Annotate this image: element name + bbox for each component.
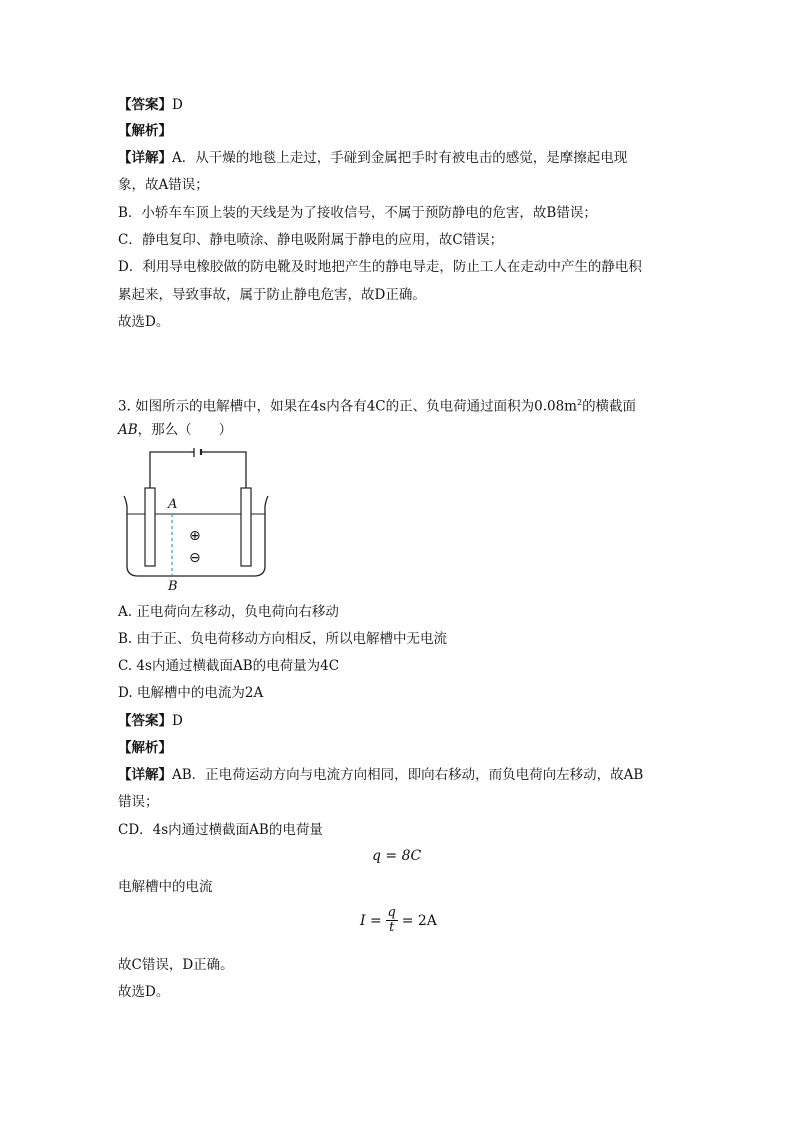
stem-rest: ，那么（ ） xyxy=(137,422,233,438)
formula-i-rhs: = 2A xyxy=(401,912,437,929)
detail2-line-2: 错误； xyxy=(118,794,159,810)
option-b: B. 由于正、负电荷移动方向相反，所以电解槽中无电流 xyxy=(118,631,448,647)
detail2-line-1 xyxy=(118,765,643,785)
answer-value-2: D xyxy=(172,713,183,729)
fraction-numerator: q xyxy=(387,905,396,920)
cd-line: CD．4s内通过横截面AB的电荷量 xyxy=(118,822,323,838)
stem-ab: AB xyxy=(118,422,138,438)
label-a: A xyxy=(168,497,178,512)
detail-text: A．从干燥的地毯上走过，手碰到金属把手时有被电击的感觉，是摩擦起电现 xyxy=(172,150,628,166)
detail-tag-2: 【详解】 xyxy=(118,767,172,783)
negative-charge-icon: ⊖ xyxy=(189,550,201,566)
answer-tag-2: 【答案】 xyxy=(118,713,172,729)
answer-line-1 xyxy=(118,95,183,115)
analysis-tag: 【解析】 xyxy=(118,123,172,139)
current-line: 电解槽中的电流 xyxy=(118,879,213,895)
stem-sup: 2 xyxy=(576,398,583,407)
battery-gap xyxy=(190,448,208,458)
analysis-tag-2: 【解析】 xyxy=(118,740,172,756)
detail-line-7: 故选D。 xyxy=(118,314,170,330)
fraction xyxy=(386,906,398,935)
stem-part-a: 3. 如图所示的电解槽中，如果在4s内各有4C的正、负电荷通过面积为0.08m xyxy=(118,398,577,415)
electrolytic-cell-diagram xyxy=(118,448,278,596)
answer-line-2 xyxy=(118,711,183,731)
label-b: B xyxy=(168,579,178,594)
detail2-text: AB．正电荷运动方向与电流方向相同，即向右移动，而负电荷向左移动，故AB xyxy=(172,767,644,783)
fraction-denominator: t xyxy=(389,920,395,935)
answer-value: D xyxy=(172,97,183,113)
answer-tag: 【答案】 xyxy=(118,97,172,113)
option-d: D. 电解槽中的电流为2A xyxy=(118,685,264,701)
question-stem-2 xyxy=(118,420,232,440)
final-line: 故选D。 xyxy=(118,984,170,1000)
formula-q: q = 8C xyxy=(372,848,422,864)
option-a: A. 正电荷向左移动，负电荷向右移动 xyxy=(118,604,339,620)
question-stem-1 xyxy=(118,393,636,417)
detail-tag: 【详解】 xyxy=(118,150,172,166)
detail-line-2: 象，故A错误； xyxy=(118,177,209,193)
detail-line-3: B．小轿车车顶上装的天线是为了接收信号，不属于预防静电的危害，故B错误； xyxy=(118,205,597,221)
left-electrode xyxy=(145,488,155,566)
detail-line-6: 累起来，导致事故，属于防止静电危害，故D正确。 xyxy=(118,287,426,303)
detail-line-4: C．静电复印、静电喷涂、静电吸附属于静电的应用，故C错误； xyxy=(118,232,504,248)
detail-line-5: D．利用导电橡胶做的防电靴及时地把产生的静电导走，防止工人在走动中产生的静电积 xyxy=(118,259,642,275)
stem-part-b: 的横截面 xyxy=(582,398,637,415)
option-c: C. 4s内通过横截面AB的电荷量为4C xyxy=(118,658,340,674)
conclusion-line: 故C错误，D正确。 xyxy=(118,957,234,973)
positive-charge-icon: ⊕ xyxy=(189,528,201,544)
right-electrode xyxy=(241,488,251,566)
detail-line-1 xyxy=(118,148,627,168)
formula-current xyxy=(360,906,437,935)
formula-i-lhs: I = xyxy=(360,912,382,929)
